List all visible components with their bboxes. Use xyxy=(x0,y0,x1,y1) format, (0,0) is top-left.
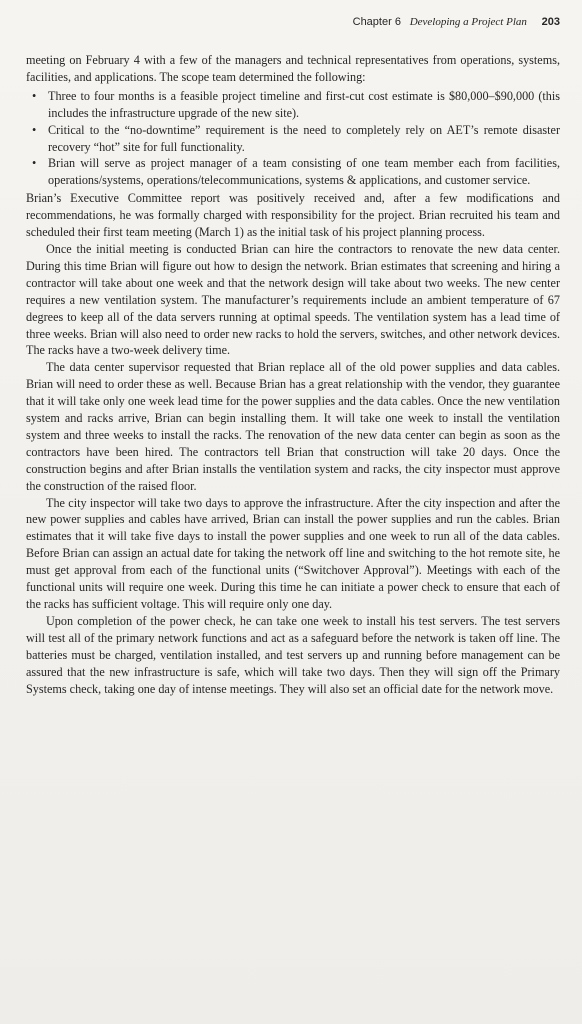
paragraph-executive-report: Brian’s Executive Committee report was positively received and, after a few modifications and recommendations, he was formally charged with responsibility for the project. Brian recruited his team and scheduled their first team meeting (March 1) as the initial task of his project planning process. xyxy=(26,191,560,240)
running-header xyxy=(26,16,560,38)
paragraph-power-check: Upon completion of the power check, he can take one week to install his test servers. The test servers will test all of the primary network functions and act as a safeguard before the network is taken off line. The batteries must be charged, ventilation installed, and test servers up and running before management can be assured that the new infrastructure is safe, which will take two days. Then they will sign off the Primary Systems check, taking one day of intense meetings. They will also set an official date for the network move. xyxy=(26,613,560,696)
chapter-label: Chapter 6 xyxy=(352,16,401,28)
paragraph-initial-meeting: Once the initial meeting is conducted Brian can hire the contractors to renovate the new data center. During this time Brian will figure out how to design the network. Brian estimates that screening and hiring a contractor will take about one week and that the network design will take about two weeks. The new center requires a new ventilation system. The manufacturer’s requirements include an ambient temperature of 67 degrees to keep all of the data servers running at optimal speeds. The ventilation system has a lead time of three weeks. Brian will also need to order new racks to hold the servers, switches, and other network devices. The racks have a two-week delivery time. xyxy=(26,241,560,358)
scope-findings-list xyxy=(26,88,560,189)
list-item: • Brian will serve as project manager of a team consisting of one team member each from facilities, operations/systems, operations/telecommunications, systems & applications, and customer service. xyxy=(48,155,560,189)
chapter-title: Developing a Project Plan xyxy=(409,16,527,28)
page-number: 203 xyxy=(541,16,560,28)
paragraph-power-supplies: The data center supervisor requested that Brian replace all of the old power supplies and data cables. Brian will need to order these as well. Because Brian has a great relationship with the vendor, they guarantee that it will take only one week lead time for the power supplies and the data cables. Once the new ventilation system and racks arrive, Brian can begin installing them. It will take one week to install the ventilation system and three weeks to install the racks. The renovation of the new data center can begin as soon as the contractors have been hired. The contractors tell Brian that construction will take 20 days. Once the construction begins and after Brian installs the ventilation system and racks, the city inspector must approve the construction of the raised floor. xyxy=(26,360,560,493)
list-item: • Critical to the “no-downtime” requirement is the need to completely rely on AET’s remote disaster recovery “hot” site for full functionality. xyxy=(48,122,560,156)
list-item: • Three to four months is a feasible project timeline and first-cut cost estimate is $80,000–$90,000 (this includes the infrastructure upgrade of the new site). xyxy=(48,88,560,122)
paragraph-city-inspector: The city inspector will take two days to approve the infrastructure. After the city inspection and after the new power supplies and cables have arrived, Brian can install the power supplies and run the cables. Brian estimates that it will take five days to install the power supplies and one week to run all of the data cables. Before Brian can assign an actual date for taking the network off line and switching to the hot remote site, he must get approval from each of the functional units (“Switchover Approval”). Meetings with each of the functional units will require one week. During this time he can initiate a power check to ensure that each of the racks has sufficient voltage. This will require only one day. xyxy=(26,495,560,611)
intro-paragraph: meeting on February 4 with a few of the managers and technical representatives from operations, systems, facilities, and applications. The scope team determined the following: xyxy=(26,53,560,84)
